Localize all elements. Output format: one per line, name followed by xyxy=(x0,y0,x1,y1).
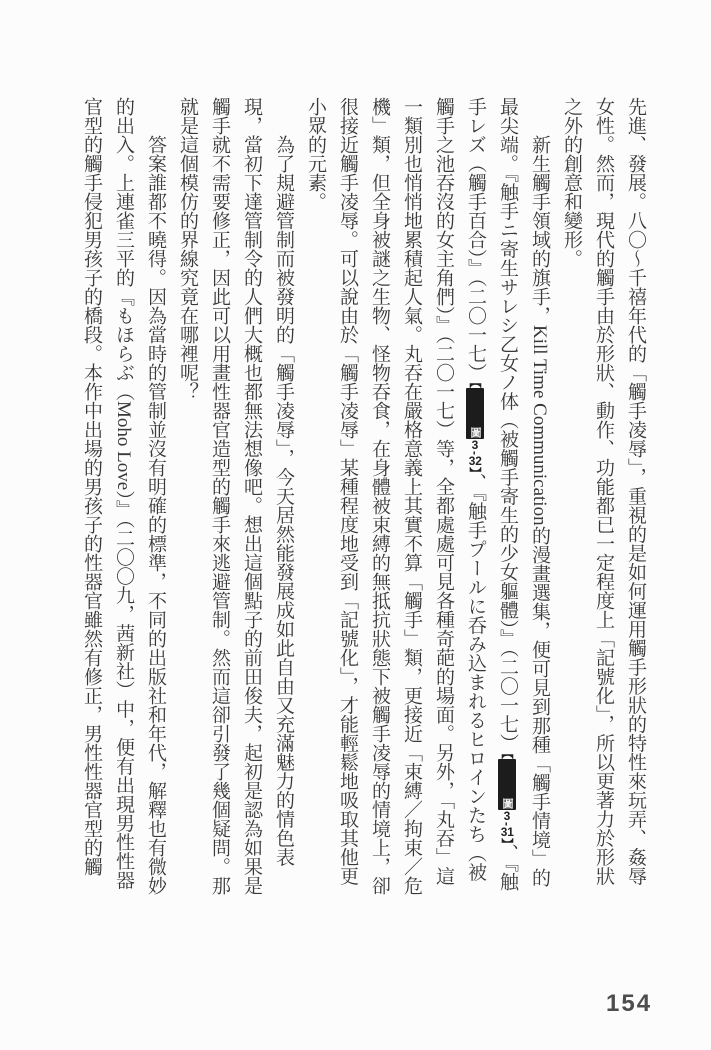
paragraph xyxy=(555,97,651,899)
figure-icon: 圖 xyxy=(498,759,516,810)
text-run: 新生觸手領域的旗手，Kill Time Communication的漫畫選集，便可見到那種「觸手情境」的最尖端。『触手ニ寄生サレシ乙女ノ体（被觸手寄生的少女軀體）』（二〇一七） xyxy=(497,97,550,887)
page-number: 154 xyxy=(606,990,653,1017)
text-block xyxy=(75,97,651,899)
text-run: 為了規避管制而被發明的「觸手凌辱」，今天居然能發展成如此自由又充滿魅力的情色表現，當初下達管制令的人們大概也都無法想像吧。想出這個點子的前田俊夫，起初是認為如果是觸手就不需要修正，因此可以用畫性器官造型的觸手來逃避管制。然而這卻引發了幾個疑問。那就是這個模仿的界線究竟在哪裡呢？ xyxy=(177,97,294,895)
figure-icon: 圖 xyxy=(466,388,484,439)
text-run: 、『触手レズ（觸手百合）』（二〇一七） xyxy=(465,97,518,891)
text-run: 、『触手プールに呑み込まれるヒロインたち（被觸手之池吞沒的女主角們）』（二〇一七）等，全都處處可見各種奇葩的場面。另外，「丸吞」這一類別也悄悄地累積起人氣。丸吞在嚴格意義上其實不算「觸手」類，更接近「束縛／拘束／危機」類，但全身被謎之生物、怪物吞食，在身體被束縛的無抵抗狀態下被觸手凌辱的情境上，卻很接近觸手凌辱。可以說由於「觸手凌辱」某種程度地受到「記號化」，才能輕鬆地吸取其他更小眾的元素。 xyxy=(305,97,486,895)
figure-reference: 【圖3-31】 xyxy=(500,752,514,844)
paragraph xyxy=(75,97,171,899)
text-run: 答案誰都不曉得。因為當時的管制並沒有明確的標準，不同的出版社和年代，解釋也有微妙的出入。上連雀三平的『もほらぶ（Moho Love）』（二〇〇九，茜新社）中，便有出現男性性器官型的觸手侵犯男孩子的橋段。本作中出場的男孩子的性器官雖然有修正，男性性器官型的觸 xyxy=(81,97,166,895)
paragraph xyxy=(171,97,299,899)
text-run: 先進、發展。八〇～千禧年代的「觸手凌辱」，重視的是如何運用觸手形狀的特性來玩弄、姦辱女性。然而，現代的觸手由於形狀、動作、功能都已一定程度上「記號化」，所以更著力於形狀之外的創意和變形。 xyxy=(561,97,646,886)
figure-reference: 【圖3-32】 xyxy=(468,382,482,473)
paragraph xyxy=(299,97,555,899)
